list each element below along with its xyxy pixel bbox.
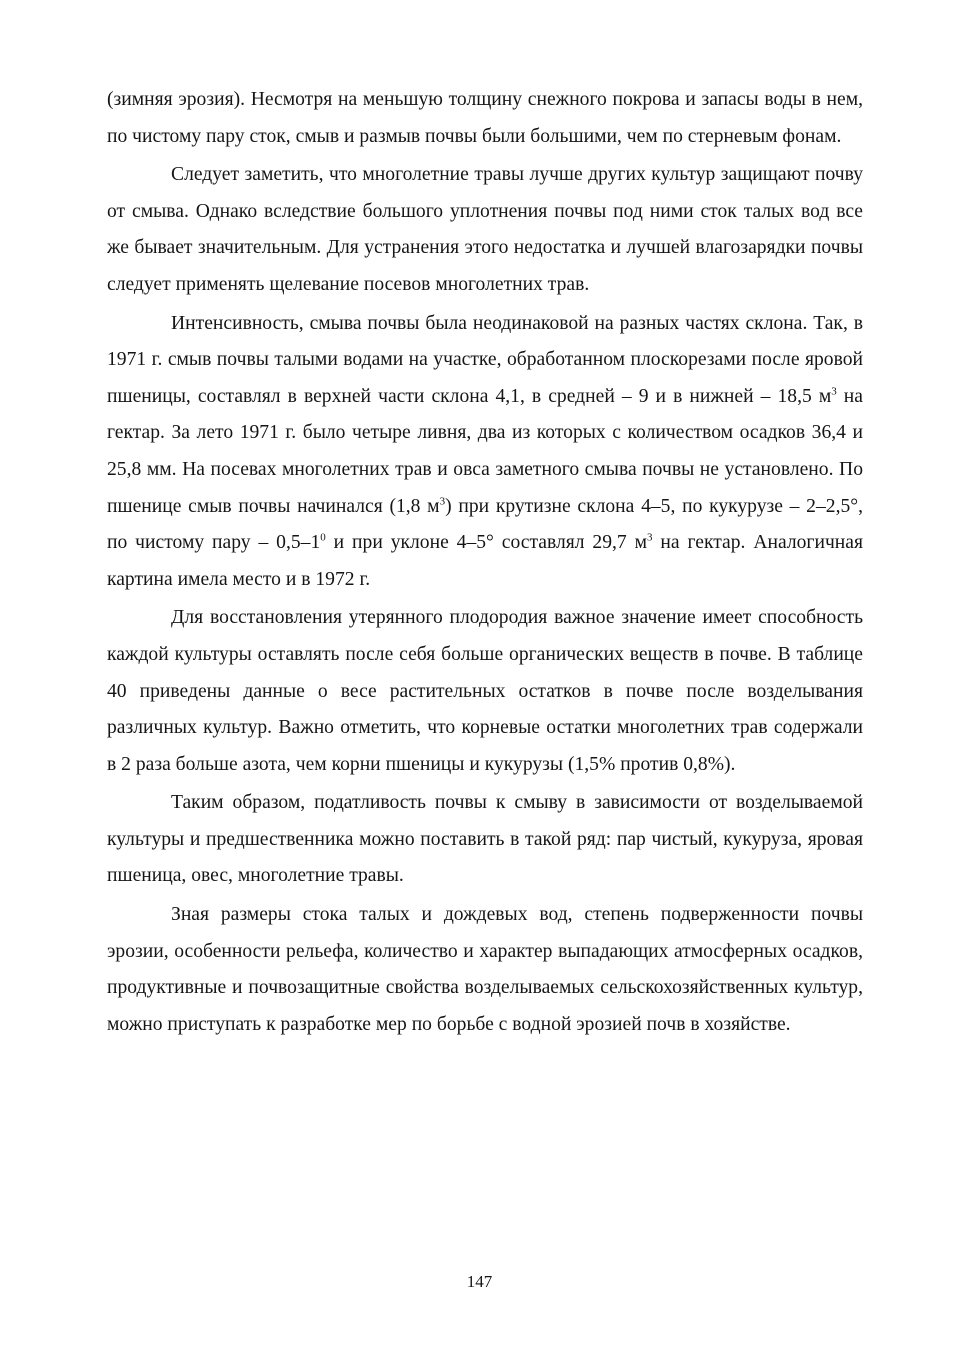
paragraph-6 [107,897,863,1043]
paragraph-5 [107,785,863,895]
paragraph-2 [107,157,863,303]
superscript: 0 [320,531,326,544]
page-number: 147 [466,1272,493,1291]
paragraph-1 [107,82,863,155]
text-run: (зимняя эрозия). Несмотря на меньшую толщину снежного покрова и запасы воды в нем, по чистому пару сток, смыв и размыв почвы были большими, чем по стерневым фонам. [107,89,863,147]
text-run: на гектар. Аналогичная картина имела место и в 1972 г. [107,532,863,590]
text-run: Следует заметить, что многолетние травы лучше других культур защищают почву от смыва. Однако вследствие большого уплотнения почвы под ними сток талых вод все же бывает значительным. Для устранения этого недостатка и лучшей влагозарядки почвы следует применять щелевание посевов многолетних трав. [107,164,863,295]
text-run: на гектар. За лето 1971 г. было четыре ливня, два из которых с количеством осадков 36,4 и 25,8 мм. На посевах многолетних трав и овса заметного смыва почвы не установлено. По пшенице смыв почвы начинался (1,8 м [107,385,863,517]
text-run: Зная размеры стока талых и дождевых вод, степень подверженности почвы эрозии, особенности рельефа, количество и характер выпадающих атмосферных осадков, продуктивные и почвозащитные свойства возделываемых сельскохозяйственных культур, можно приступать к разработке мер по борьбе с водной эрозией почв в хозяйстве. [107,904,863,1035]
superscript: 3 [439,495,446,507]
document-body [107,82,863,1043]
paragraph-3 [107,306,863,599]
text-run: Для восстановления утерянного плодородия важное значение имеет способность каждой культуры оставлять после себя больше органических веществ в почве. В таблице 40 приведены данные о весе растительных остатков в почве после возделывания различных культур. Важно отметить, что корневые остатки многолетних трав содержали в 2 раза больше азота, чем корни пшеницы и кукурузы (1,5% против 0,8%). [107,607,863,775]
superscript: 3 [647,531,653,544]
paragraph-4 [107,600,863,783]
text-run: Интенсивность, смыва почвы была неодинаковой на разных частях склона. Так, в 1971 г. смыв почвы талыми водами на участке, обработанном плоскорезами после яровой пшеницы, составлял в верхней части склона 4,1, в средней – 9 и в нижней – 18,5 м [107,312,863,407]
text-run: Таким образом, податливость почвы к смыву в зависимости от возделываемой культуры и предшественника можно поставить в такой ряд: пар чистый, кукуруза, яровая пшеница, овес, многолетние травы. [107,792,863,887]
superscript: 3 [831,385,837,398]
text-run: и при уклоне 4–5° составлял 29,7 м [325,532,648,554]
text-run: ) при крутизне склона 4–5, по кукурузе – 2–2,5°, по чистому пару – 0,5–1 [107,495,863,554]
